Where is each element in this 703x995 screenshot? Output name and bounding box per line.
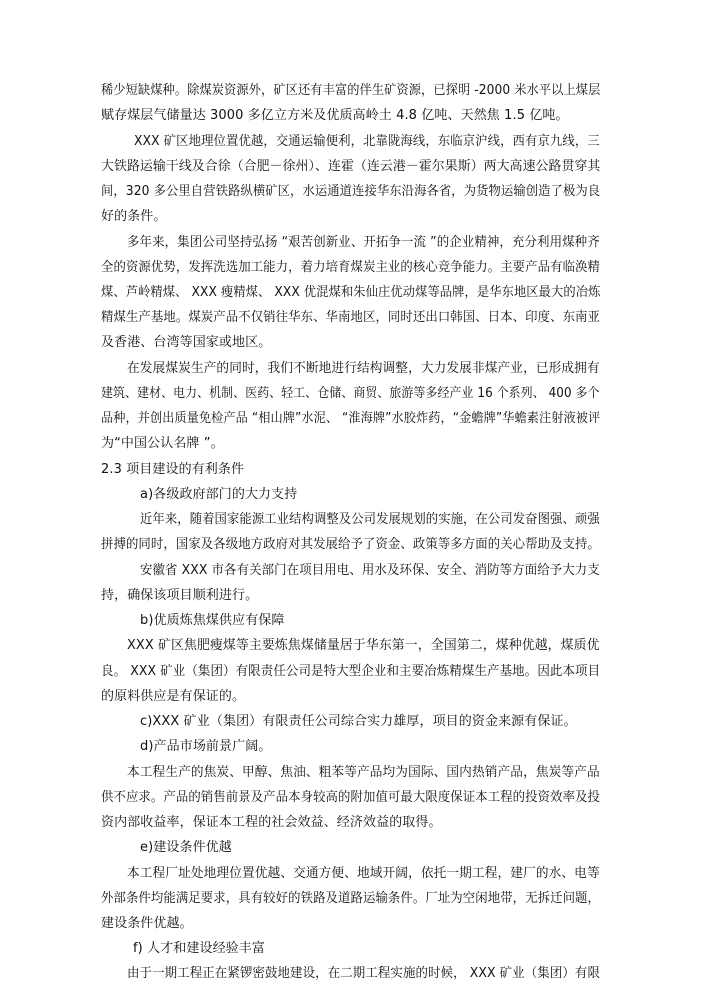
paragraph-line: 近年来，随着国家能源工业结构调整及公司发展规划的实施，在公司发奋图强、顽强 <box>140 512 600 527</box>
paragraph-line: 为“中国公认名牌 ”。 <box>101 436 224 451</box>
paragraph-line: 大铁路运输干线及合徐（合肥－徐州）、连霍（连云港－霍尔果斯）两大高速公路贯穿其 <box>101 159 601 174</box>
paragraph-line: 持，确保该项目顺利进行。 <box>101 588 259 603</box>
paragraph-line: 的原料供应是有保证的。 <box>101 689 246 704</box>
paragraph-line: 稀少短缺煤种。除煤炭资源外，矿区还有丰富的伴生矿资源，已探明 -2000 米水平以上煤层 <box>101 83 601 98</box>
paragraph-line: 品种，并创出质量免检产品 “相山牌”水泥、 “淮海牌”水胶炸药，“金蟾牌”华蟾素注射液被评 <box>101 411 601 426</box>
paragraph-line: 供不应求。产品的销售前景及产品本身较高的附加值可最大限度保证本工程的投资效率及投 <box>101 790 601 805</box>
paragraph-line: 在发展煤炭生产的同时，我们不断地进行结构调整，大力发展非煤产业，已形成拥有 <box>127 361 600 376</box>
paragraph-line: 及香港、台湾等国家或地区。 <box>101 335 272 350</box>
section-heading: 2.3 项目建设的有利条件 <box>101 462 245 477</box>
paragraph-line: 本工程厂址处地理位置优越、交通方便、地域开阔，依托一期工程，建厂的水、电等 <box>127 866 600 881</box>
paragraph-line: 间，320 多公里自营铁路纵横矿区，水运通道连接华东沿海各省，为货物运输创造了极为良 <box>101 184 601 199</box>
paragraph-line: 赋存煤层气储量达 3000 多亿立方米及优质高岭土 4.8 亿吨、天然焦 1.5 亿吨。 <box>101 108 569 123</box>
paragraph-line: 全的资源优势，发挥洗选加工能力，着力培育煤炭主业的核心竞争能力。主要产品有临涣精 <box>101 260 601 275</box>
paragraph-line: 外部条件均能满足要求，具有较好的铁路及道路运输条件。厂址为空闲地带，无拆迁问题， <box>101 891 601 906</box>
paragraph-line: XXX 矿区焦肥瘦煤等主要炼焦煤储量居于华东第一，全国第二，煤种优越，煤质优 <box>127 638 600 653</box>
paragraph-line: 安徽省 XXX 市各有关部门在项目用电、用水及环保、安全、消防等方面给予大力支 <box>140 563 600 578</box>
subsection-heading: c)XXX 矿业（集团）有限责任公司综合实力雄厚，项目的资金来源有保证。 <box>140 714 577 729</box>
paragraph-line: 好的条件。 <box>101 209 167 224</box>
paragraph-line: 建设条件优越。 <box>101 916 193 931</box>
paragraph-line: 精煤生产基地。煤炭产品不仅销往华东、华南地区，同时还出口韩国、日本、印度、东南亚 <box>101 310 601 325</box>
paragraph-line: 由于一期工程正在紧锣密鼓地建设，在二期工程实施的时候， XXX 矿业（集团）有限 <box>127 966 600 981</box>
paragraph-line: 本工程生产的焦炭、甲醇、焦油、粗苯等产品均为国际、国内热销产品，焦炭等产品 <box>127 765 600 780</box>
subsection-heading: a)各级政府部门的大力支持 <box>140 487 298 502</box>
subsection-heading: d)产品市场前景广阔。 <box>140 739 272 754</box>
paragraph-line: 煤、芦岭精煤、 XXX 瘦精煤、 XXX 优混煤和朱仙庄优动煤等品牌，是华东地区最大的冶炼 <box>101 285 601 300</box>
paragraph-line: 建筑、建材、电力、机制、医药、轻工、仓储、商贸、旅游等多经产业 16 个系列、 400 多个 <box>101 386 600 401</box>
subsection-heading: e)建设条件优越 <box>140 840 232 855</box>
paragraph-line: XXX 矿区地理位置优越，交通运输便利，北靠陇海线，东临京沪线，西有京九线，三 <box>134 134 600 149</box>
paragraph-line: 资内部收益率，保证本工程的社会效益、经济效益的取得。 <box>101 815 442 830</box>
subsection-heading: b)优质炼焦煤供应有保障 <box>140 613 285 628</box>
paragraph-line: 多年来，集团公司坚持弘扬 “艰苦创新业、开拓争一流 ”的企业精神，充分利用煤种齐 <box>127 235 600 250</box>
paragraph-line: 拼搏的同时，国家及各级地方政府对其发展给予了资金、政策等多方面的关心帮助及支持。 <box>101 537 601 552</box>
paragraph-line: 良。 XXX 矿业（集团）有限责任公司是特大型企业和主要冶炼精煤生产基地。因此本项目 <box>101 664 601 679</box>
subsection-heading: f) 人才和建设经验丰富 <box>133 941 265 956</box>
